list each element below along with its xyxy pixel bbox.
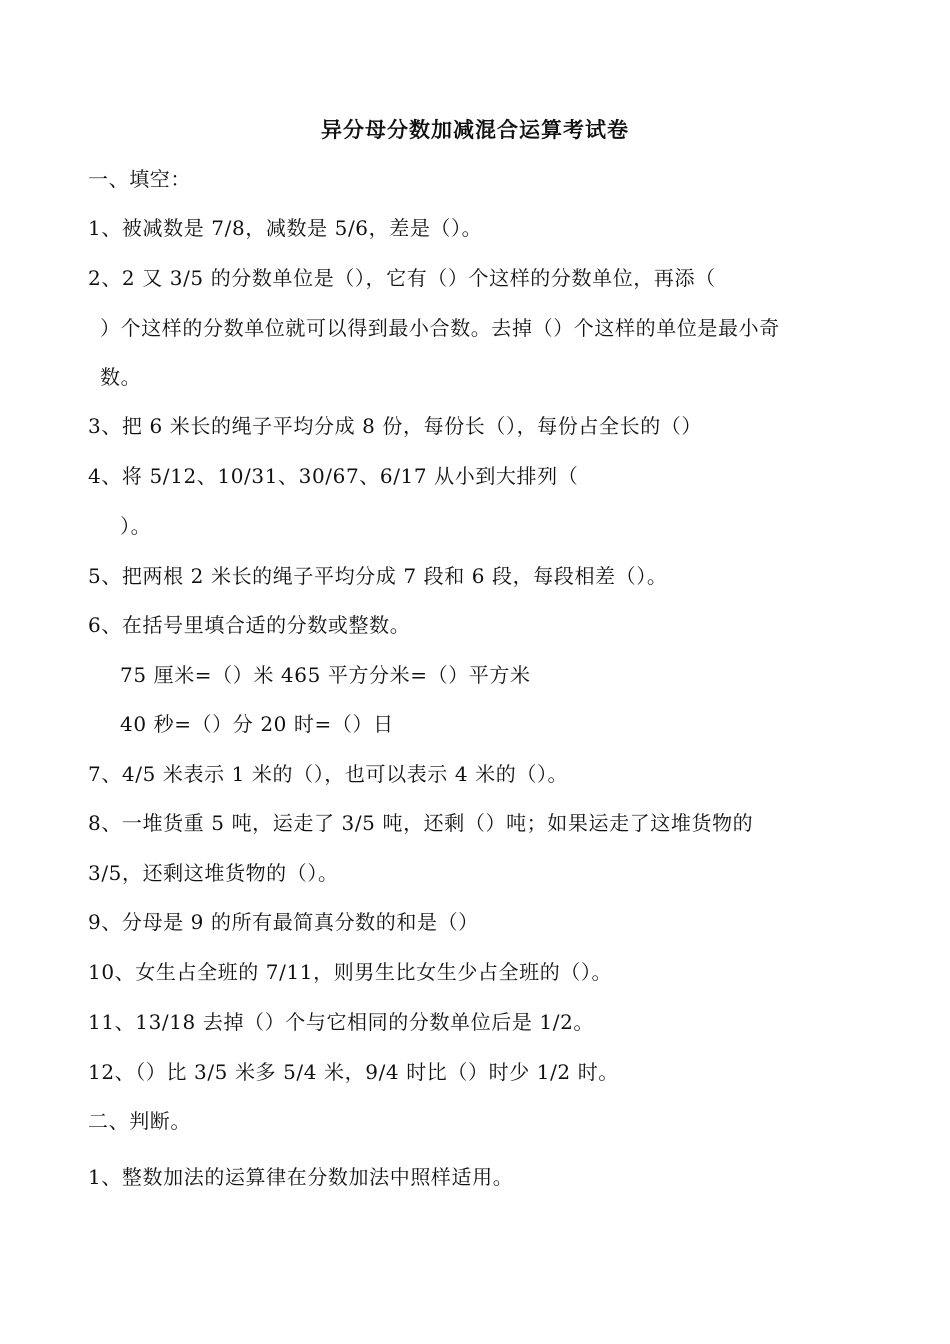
question-3: 3、把 6 米长的绳子平均分成 8 份，每份长（），每份占全长的（） [88,414,703,438]
question-4-line-2: ）。 [120,514,152,538]
question-9: 9、分母是 9 的所有最简真分数的和是（） [88,910,479,934]
judge-question-1: 1、整数加法的运算律在分数加法中照样适用。 [88,1165,514,1189]
section-heading-judge: 二、判断。 [88,1109,191,1133]
question-1: 1、被减数是 7/8，减数是 5/6，差是（）。 [88,216,483,240]
question-6: 6、在括号里填合适的分数或整数。 [88,613,411,637]
page-title: 异分母分数加减混合运算考试卷 [321,118,629,142]
question-7: 7、4/5 米表示 1 米的（），也可以表示 4 米的（）。 [88,762,569,786]
question-2-line-1: 2、2 又 3/5 的分数单位是（），它有（）个这样的分数单位，再添（ [88,266,716,290]
section-heading-fill-blank: 一、填空： [88,167,191,191]
question-8-line-2: 3/5，还剩这堆货物的（）。 [88,861,339,885]
question-6-row-2: 40 秒=（）分 20 时=（）日 [120,712,394,736]
question-12: 12、（）比 3/5 米多 5/4 米，9/4 时比（）时少 1/2 时。 [88,1060,619,1084]
question-6-row-1: 75 厘米=（）米 465 平方分米=（）平方米 [120,663,531,687]
question-2-line-3: 数。 [100,365,142,389]
question-5: 5、把两根 2 米长的绳子平均分成 7 段和 6 段，每段相差（）。 [88,564,668,588]
question-2-line-2: ）个这样的分数单位就可以得到最小合数。去掉（）个这样的单位是最小奇 [100,316,780,340]
question-8-line-1: 8、一堆货重 5 吨，运走了 3/5 吨，还剩（）吨；如果运走了这堆货物的 [88,811,754,835]
question-11: 11、13/18 去掉（）个与它相同的分数单位后是 1/2。 [88,1010,594,1034]
question-10: 10、女生占全班的 7/11，则男生比女生少占全班的（）。 [88,960,613,984]
question-4-line-1: 4、将 5/12、10/31、30/67、6/17 从小到大排列（ [88,464,579,488]
